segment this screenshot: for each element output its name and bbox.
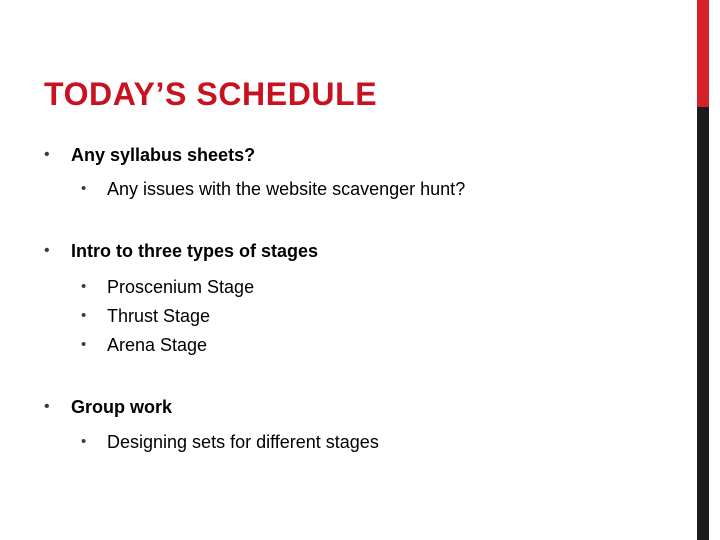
decorative-side-bar	[697, 0, 709, 540]
slide-title: TODAY’S SCHEDULE	[44, 76, 378, 112]
bullet-text: Any syllabus sheets?	[71, 145, 256, 165]
side-bar-red-accent	[697, 0, 709, 107]
bullet-icon: •	[44, 146, 50, 163]
bullet-text: Intro to three types of stages	[71, 241, 319, 261]
sub-bullet-text: Arena Stage	[107, 335, 208, 355]
bullet-text: Group work	[71, 397, 173, 417]
sub-bullet-text: Designing sets for different stages	[107, 432, 379, 452]
bullet-icon: •	[81, 433, 87, 450]
sub-bullet-text: Proscenium Stage	[107, 277, 255, 297]
bullet-icon: •	[81, 180, 87, 197]
bullet-icon: •	[81, 307, 87, 324]
sub-bullet-text: Thrust Stage	[107, 306, 211, 326]
bullet-icon: •	[44, 242, 50, 259]
bullet-icon: •	[44, 398, 50, 415]
bullet-icon: •	[81, 336, 87, 353]
bullet-icon: •	[81, 278, 87, 295]
sub-bullet-text: Any issues with the website scavenger hunt?	[107, 179, 466, 199]
